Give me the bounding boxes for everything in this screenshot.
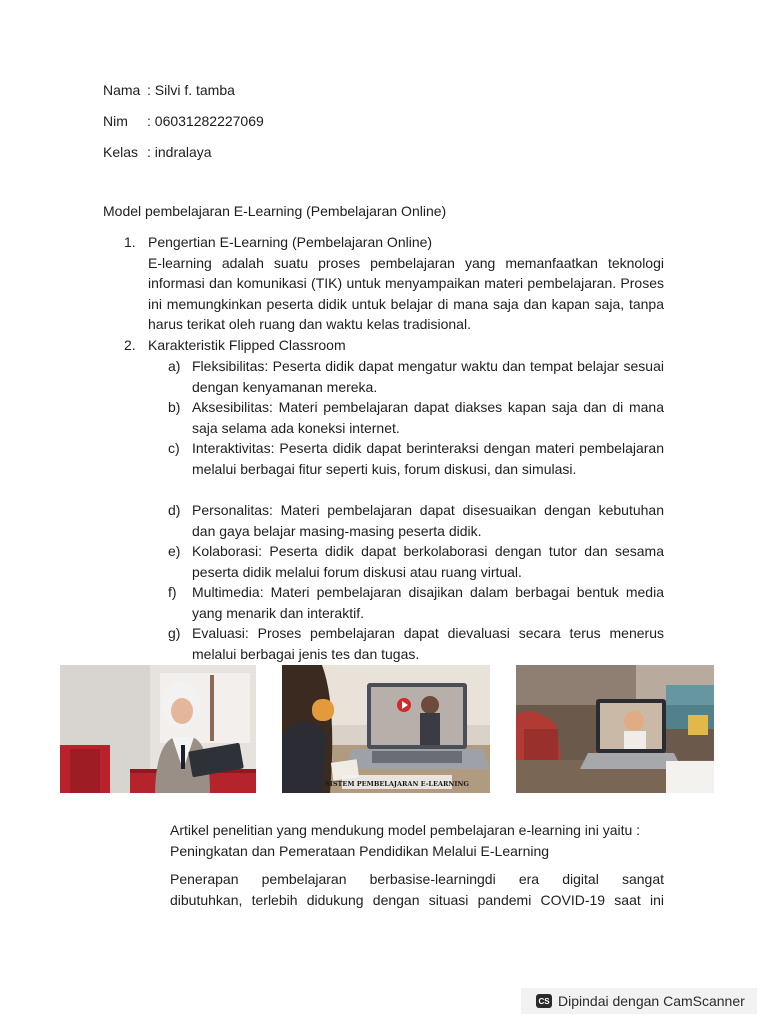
photo-caption: SISTEM PEMBELAJARAN E-LEARNING <box>325 780 469 788</box>
section-1-heading: Pengertian E-Learning (Pembelajaran Online) <box>148 234 433 250</box>
list-item-marker: d) <box>168 502 181 518</box>
watermark-text: Dipindai dengan CamScanner <box>558 993 745 1009</box>
article-title: Peningkatan dan Pemerataan Pendidikan Melalui E-Learning <box>170 842 550 859</box>
list-item: Kolaborasi: Peserta didik dapat berkolaborasi dengan tutor dan sesama peserta didik melalui forum diskusi atau ruang virtual. <box>192 543 664 580</box>
nim-label: Nim <box>103 113 128 129</box>
camscanner-watermark <box>521 988 757 1014</box>
section-1 <box>148 232 664 335</box>
name-label: Nama <box>103 82 141 98</box>
student-class-line <box>103 142 212 162</box>
photo-student-with-tablet <box>60 665 256 793</box>
article-intro <box>170 820 664 861</box>
list-item-marker: f) <box>168 584 177 600</box>
student-nim-line <box>103 111 264 131</box>
section-2-heading: Karakteristik Flipped Classroom <box>148 337 346 353</box>
camscanner-logo: CS <box>536 994 552 1008</box>
list-item: Multimedia: Materi pembelajaran disajikan dalam berbagai bentuk media yang menarik dan interaktif. <box>192 584 664 621</box>
class-value: : indralaya <box>147 144 212 160</box>
document-title: Model pembelajaran E-Learning (Pembelajaran Online) <box>103 203 447 219</box>
section-2-number: 2. <box>124 337 136 353</box>
list-item: Evaluasi: Proses pembelajaran dapat dievaluasi secara terus menerus melalui berbagai jenis tes dan tugas. <box>192 625 664 662</box>
photo-students-video-call <box>516 665 714 793</box>
list-item: Fleksibilitas: Peserta didik dapat mengatur waktu dan tempat belajar sesuai dengan kenyamanan mereka. <box>192 358 664 395</box>
name-value: : Silvi f. tamba <box>147 82 235 98</box>
article-body <box>170 869 664 910</box>
list-item: Personalitas: Materi pembelajaran dapat disesuaikan dengan kebutuhan dan gaya belajar masing-masing peserta didik. <box>192 502 664 539</box>
list-item-marker: b) <box>168 399 181 415</box>
list-item: Aksesibilitas: Materi pembelajaran dapat diakses kapan saja dan di mana saja selama ada koneksi internet. <box>192 399 664 436</box>
photo-elearning-laptop <box>282 665 490 793</box>
section-1-body: E-learning adalah suatu proses pembelajaran yang memanfaatkan teknologi informasi dan komunikasi (TIK) untuk menyampaikan materi pembelajaran. Proses ini memungkinkan peserta didik untuk belajar di mana saja dan kapan saja, tanpa harus terikat oleh ruang dan waktu kelas tradisional. <box>148 254 664 332</box>
list-item-marker: a) <box>168 358 181 374</box>
list-item-marker: g) <box>168 625 181 641</box>
class-label: Kelas <box>103 144 139 160</box>
article-line: dibutuhkan, terlebih didukung dengan situasi pandemi COVID-19 saat ini <box>170 891 664 908</box>
nim-value: : 06031282227069 <box>147 113 264 129</box>
list-item-marker: e) <box>168 543 181 559</box>
list-item: Interaktivitas: Peserta didik dapat berinteraksi dengan materi pembelajaran melalui berbagai fitur seperti kuis, forum diskusi, dan simulasi. <box>192 440 664 477</box>
article-line: Penerapan pembelajaran berbasise-learningdi era digital sangat <box>170 871 664 887</box>
article-line: Artikel penelitian yang mendukung model pembelajaran e-learning ini yaitu : <box>170 822 641 838</box>
section-1-number: 1. <box>124 234 136 250</box>
list-item-marker: c) <box>168 440 180 456</box>
student-name-line <box>103 80 235 100</box>
